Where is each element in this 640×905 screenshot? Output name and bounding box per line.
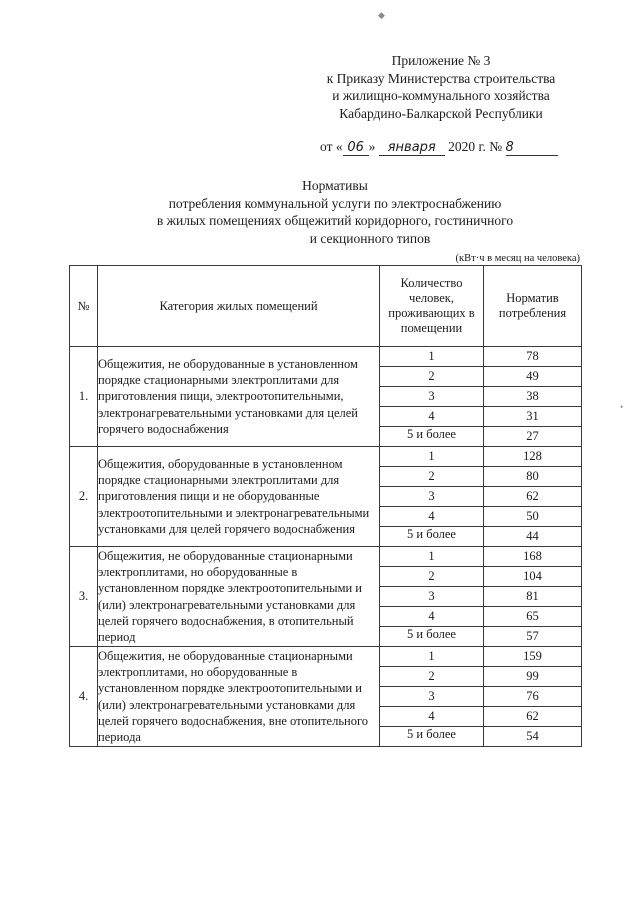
appendix-block bbox=[300, 52, 582, 122]
norm-cell: 80 bbox=[484, 467, 582, 487]
group-number: 3. bbox=[70, 547, 98, 647]
header-norm: Норматив потребления bbox=[484, 266, 582, 347]
group-number: 2. bbox=[70, 447, 98, 547]
residents-cell: 5 и более bbox=[380, 527, 484, 547]
residents-cell: 3 bbox=[380, 587, 484, 607]
residents-cell: 5 и более bbox=[380, 427, 484, 447]
group-category: Общежития, оборудованные в установленном порядке стационарными электроплитами для приготовления пищи и не оборудованные электроотопительными и электронагревательными установками для целей горячего водоснабжения bbox=[98, 447, 380, 547]
norm-cell: 27 bbox=[484, 427, 582, 447]
norm-cell: 168 bbox=[484, 547, 582, 567]
appendix-line: к Приказу Министерства строительства bbox=[326, 70, 556, 86]
title-line: в жилых помещениях общежитий коридорного, гостиничного bbox=[156, 213, 514, 228]
group-number: 1. bbox=[70, 347, 98, 447]
residents-cell: 4 bbox=[380, 507, 484, 527]
residents-cell: 3 bbox=[380, 687, 484, 707]
norm-cell: 31 bbox=[484, 407, 582, 427]
appendix-line: Приложение № 3 bbox=[391, 53, 491, 68]
norm-cell: 104 bbox=[484, 567, 582, 587]
table-header-row bbox=[70, 266, 582, 347]
order-day: 06 bbox=[343, 140, 369, 156]
table-row bbox=[70, 447, 582, 467]
title-line: потребления коммунальной услуги по электроснабжению bbox=[168, 195, 502, 211]
norm-cell: 76 bbox=[484, 687, 582, 707]
residents-cell: 5 и более bbox=[380, 627, 484, 647]
residents-cell: 1 bbox=[380, 347, 484, 367]
residents-cell: 4 bbox=[380, 607, 484, 627]
norm-cell: 49 bbox=[484, 367, 582, 387]
title-line: и секционного типов bbox=[309, 230, 431, 246]
norm-cell: 78 bbox=[484, 347, 582, 367]
norm-cell: 62 bbox=[484, 707, 582, 727]
norm-cell: 38 bbox=[484, 387, 582, 407]
norm-cell: 81 bbox=[484, 587, 582, 607]
group-category: Общежития, не оборудованные стационарными электроплитами, но оборудованные в установленном порядке электроотопительными и (или) электронагревательными установками для целей горячего водоснабжения, в отопительный период bbox=[98, 547, 380, 647]
order-prefix: от « bbox=[320, 139, 343, 154]
order-date-line bbox=[320, 139, 582, 156]
residents-cell: 1 bbox=[380, 547, 484, 567]
norm-cell: 54 bbox=[484, 727, 582, 747]
residents-cell: 5 и более bbox=[380, 727, 484, 747]
header-category: Категория жилых помещений bbox=[98, 266, 380, 347]
unit-note: (кВт·ч в месяц на человека) bbox=[455, 253, 580, 264]
norms-table bbox=[69, 265, 582, 747]
norm-cell: 50 bbox=[484, 507, 582, 527]
residents-cell: 3 bbox=[380, 387, 484, 407]
header-number: № bbox=[70, 266, 98, 347]
table-row bbox=[70, 347, 582, 367]
table-row bbox=[70, 547, 582, 567]
norm-cell: 65 bbox=[484, 607, 582, 627]
group-category: Общежития, не оборудованные в установленном порядке стационарными электроплитами для приготовления пищи, электроотопительными, электронагревательными установками для целей горячего водоснабжения bbox=[98, 347, 380, 447]
norm-cell: 159 bbox=[484, 647, 582, 667]
title-line: Нормативы bbox=[302, 178, 368, 193]
group-number: 4. bbox=[70, 647, 98, 747]
residents-cell: 2 bbox=[380, 567, 484, 587]
scan-mark-top: ◆ bbox=[378, 10, 385, 20]
table-row bbox=[70, 647, 582, 667]
order-mid: » bbox=[368, 139, 376, 154]
scan-mark-right: • bbox=[620, 402, 624, 412]
residents-cell: 1 bbox=[380, 447, 484, 467]
residents-cell: 2 bbox=[380, 467, 484, 487]
residents-cell: 2 bbox=[380, 667, 484, 687]
residents-cell: 4 bbox=[380, 407, 484, 427]
norm-cell: 62 bbox=[484, 487, 582, 507]
appendix-line: и жилищно-коммунального хозяйства bbox=[332, 88, 550, 103]
residents-cell: 3 bbox=[380, 487, 484, 507]
order-month: января bbox=[379, 140, 445, 156]
order-number: 8 bbox=[506, 140, 558, 156]
residents-cell: 2 bbox=[380, 367, 484, 387]
order-year: 2020 г. № bbox=[448, 139, 503, 154]
residents-cell: 4 bbox=[380, 707, 484, 727]
document-title bbox=[100, 177, 570, 247]
residents-cell: 1 bbox=[380, 647, 484, 667]
norm-cell: 128 bbox=[484, 447, 582, 467]
appendix-line: Кабардино-Балкарской Республики bbox=[339, 105, 543, 121]
norm-cell: 57 bbox=[484, 627, 582, 647]
norm-cell: 44 bbox=[484, 527, 582, 547]
header-residents: Количество человек, проживающих в помещении bbox=[380, 266, 484, 347]
norm-cell: 99 bbox=[484, 667, 582, 687]
group-category: Общежития, не оборудованные стационарными электроплитами, но оборудованные в установленном порядке электроотопительными и (или) электронагревательными установками для целей горячего водоснабжения, вне отопительного периода bbox=[98, 647, 380, 747]
